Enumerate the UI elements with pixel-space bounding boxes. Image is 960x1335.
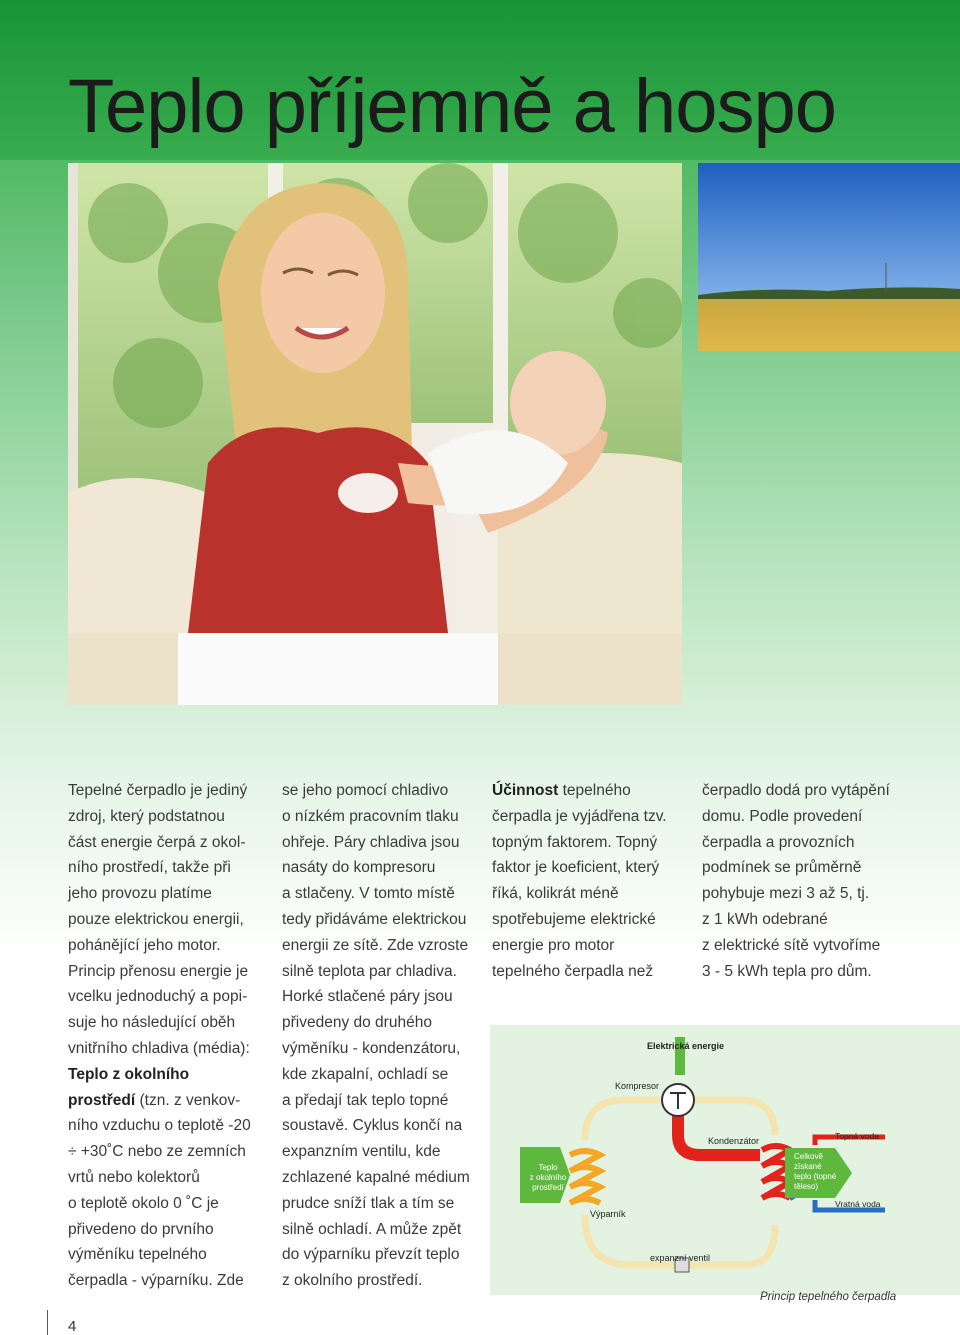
c2-line: do výparníku převzít teplo bbox=[282, 1246, 460, 1264]
c2-line: a stlačeny. V tomto místě bbox=[282, 885, 455, 903]
c3-line: faktor je koeficient, který bbox=[492, 859, 660, 877]
bold-term: Teplo z okolního bbox=[68, 1065, 190, 1083]
c1-after-bold: (tzn. z venkov- bbox=[135, 1091, 241, 1109]
c2-line: prudce sníží tlak a tím se bbox=[282, 1194, 455, 1212]
c3-line: energie pro motor bbox=[492, 936, 615, 954]
c4-line: podmínek se průměrně bbox=[702, 859, 862, 877]
c1-line: zdroj, který podstatnou bbox=[68, 807, 225, 825]
c2-line: z okolního prostředí. bbox=[282, 1272, 423, 1290]
c2-line: a předají tak teplo topné bbox=[282, 1091, 449, 1109]
c4-line: z elektrické sítě vytvoříme bbox=[702, 936, 881, 954]
c1-line: vnitřního chladiva (média): bbox=[68, 1039, 250, 1057]
label-ambient-3: prostředí bbox=[532, 1183, 564, 1192]
bold-term: Účinnost bbox=[492, 782, 559, 799]
label-heating-water: Topná voda bbox=[835, 1131, 879, 1141]
c1-line-mixed bbox=[68, 1088, 268, 1114]
c1-line: ÷ +30˚C nebo ze zemních bbox=[68, 1143, 246, 1161]
c2-line: soustavě. Cyklus končí na bbox=[282, 1117, 463, 1135]
heat-pump-diagram bbox=[490, 1025, 960, 1295]
c2-line: přivedeny do druhého bbox=[282, 1014, 432, 1032]
text-column-2 bbox=[282, 778, 482, 1294]
c1-line-bold bbox=[68, 1062, 268, 1088]
mother-baby-photo bbox=[68, 163, 682, 705]
c1-line: přivedeno do prvního bbox=[68, 1220, 214, 1238]
c4-line: 3 - 5 kWh tepla pro dům. bbox=[702, 962, 872, 980]
c2-line: se jeho pomocí chladivo bbox=[282, 782, 449, 799]
c2-line: ohřeje. Páry chladiva jsou bbox=[282, 833, 460, 851]
c1-line: pohánějící jeho motor. bbox=[68, 936, 221, 954]
c1-line: výměníku tepelného bbox=[68, 1246, 207, 1264]
diagram-caption: Princip tepelného čerpadla bbox=[760, 1291, 897, 1303]
c3-line: říká, kolikrát méně bbox=[492, 885, 619, 903]
label-electric: Elektrická energie bbox=[647, 1041, 725, 1051]
field-photo bbox=[698, 163, 960, 351]
c1-line: vcelku jednoduchý a popi- bbox=[68, 988, 248, 1006]
c4-line: z 1 kWh odebrané bbox=[702, 910, 828, 928]
c3-line: spotřebujeme elektrické bbox=[492, 910, 656, 928]
label-evaporator: Výparník bbox=[590, 1209, 626, 1219]
c1-line: pouze elektrickou energii, bbox=[68, 910, 244, 928]
label-valve: expanzní ventil bbox=[650, 1253, 711, 1263]
c2-line: Horké stlačené páry jsou bbox=[282, 988, 453, 1006]
page-title: Teplo příjemně a hospo bbox=[68, 64, 837, 149]
field-illustration bbox=[698, 163, 960, 351]
c2-line: o nízkém pracovním tlaku bbox=[282, 807, 459, 825]
c1-line: Princip přenosu energie je bbox=[68, 962, 249, 980]
c2-line: kde zkapalní, ochladí se bbox=[282, 1065, 449, 1083]
c2-line: silně teplota par chladiva. bbox=[282, 962, 457, 980]
c2-line: expanzním ventilu, kde bbox=[282, 1143, 441, 1161]
c2-line: nasáty do kompresoru bbox=[282, 859, 436, 877]
text-column-4 bbox=[702, 778, 912, 984]
c3-line-mixed bbox=[492, 778, 692, 804]
label-condenser: Kondenzátor bbox=[708, 1136, 760, 1146]
c1-line: o teplotě okolo 0 ˚C je bbox=[68, 1194, 219, 1212]
c3-line: topným faktorem. Topný bbox=[492, 833, 658, 851]
label-total-1: Celkově bbox=[794, 1152, 823, 1161]
heat-pump-schematic bbox=[490, 1025, 960, 1295]
text-column-3 bbox=[492, 778, 692, 984]
c2-line: tedy přidáváme elektrickou bbox=[282, 910, 467, 928]
text-column-1 bbox=[68, 778, 268, 1294]
c1-line: suje ho následující oběh bbox=[68, 1014, 236, 1032]
label-total-2: získané bbox=[794, 1162, 822, 1171]
page-margin-rule bbox=[47, 1310, 48, 1335]
c2-line: výměníku - kondenzátoru, bbox=[282, 1039, 461, 1057]
mother-baby-illustration bbox=[68, 163, 682, 705]
title-area bbox=[0, 0, 960, 160]
c1-line: vrtů nebo kolektorů bbox=[68, 1168, 200, 1186]
c4-line: pohybuje mezi 3 až 5, tj. bbox=[702, 885, 870, 903]
c1-line: čerpadla - výparníku. Zde bbox=[68, 1272, 244, 1290]
page-number: 4 bbox=[68, 1318, 77, 1335]
c4-line: čerpadlo dodá pro vytápění bbox=[702, 782, 890, 799]
c4-line: domu. Podle provedení bbox=[702, 807, 863, 825]
c1-line: Tepelné čerpadlo je jediný bbox=[68, 782, 248, 799]
label-total-4: těleso) bbox=[794, 1182, 819, 1191]
label-compressor: Kompresor bbox=[615, 1081, 660, 1091]
label-ambient-2: z okolního bbox=[529, 1173, 567, 1182]
c3-line: čerpadla je vyjádřena tzv. bbox=[492, 807, 667, 825]
c1-line: část energie čerpá z okol- bbox=[68, 833, 246, 851]
c3-first-rest: tepelného bbox=[558, 782, 631, 799]
bold-term: prostředí bbox=[68, 1091, 136, 1109]
c2-line: energii ze sítě. Zde vzroste bbox=[282, 936, 469, 954]
c4-line: čerpadla a provozních bbox=[702, 833, 855, 851]
c2-line: zchlazené kapalné médium bbox=[282, 1168, 470, 1186]
c3-line: tepelného čerpadla než bbox=[492, 962, 654, 980]
c1-line: ního vzduchu o teplotě -20 bbox=[68, 1117, 251, 1135]
c1-line: jeho provozu platíme bbox=[68, 885, 212, 903]
label-ambient-1: Teplo bbox=[538, 1163, 558, 1172]
label-total-3: teplo (topné bbox=[794, 1172, 837, 1181]
c2-line: silně ochladí. A může zpět bbox=[282, 1220, 462, 1238]
label-return-water: Vratná voda bbox=[835, 1199, 881, 1209]
c1-line: ního prostředí, takže při bbox=[68, 859, 231, 877]
